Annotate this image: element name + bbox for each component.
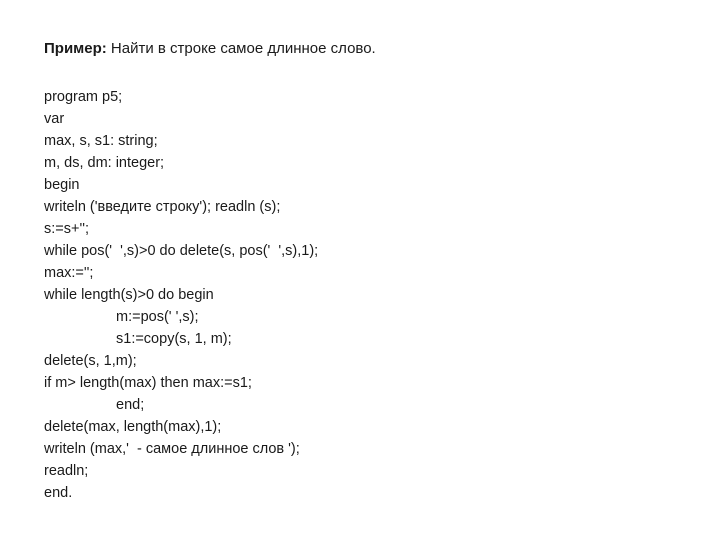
code-line: s:=s+''; <box>44 221 90 237</box>
code-line: var <box>44 111 65 127</box>
code-line: while pos(' ',s)>0 do delete(s, pos(' ',s),1); <box>44 243 319 259</box>
code-line: end. <box>44 485 73 501</box>
code-line: program p5; <box>44 89 123 105</box>
code-line: m, ds, dm: integer; <box>44 155 165 171</box>
code-line: m:=pos(' ',s); <box>116 309 199 325</box>
code-line: end; <box>116 397 145 413</box>
code-line: delete(s, 1,m); <box>44 353 137 369</box>
slide-title <box>44 39 376 59</box>
code-line: writeln ('введите строку'); readln (s); <box>44 199 281 215</box>
code-line: begin <box>44 177 80 193</box>
code-line: delete(max, length(max),1); <box>44 419 222 435</box>
code-line: max, s, s1: string; <box>44 133 158 149</box>
code-line: writeln (max,' - самое длинное слов '); <box>44 441 300 457</box>
code-line: readln; <box>44 463 89 479</box>
code-line: while length(s)>0 do begin <box>44 287 214 303</box>
title-text: Найти в строке самое длинное слово. <box>106 40 376 57</box>
code-listing <box>44 86 318 504</box>
code-line: if m> length(max) then max:=s1; <box>44 375 252 391</box>
code-line: max:=''; <box>44 265 94 281</box>
title-label: Пример: <box>44 40 107 57</box>
code-line: s1:=copy(s, 1, m); <box>116 331 232 347</box>
